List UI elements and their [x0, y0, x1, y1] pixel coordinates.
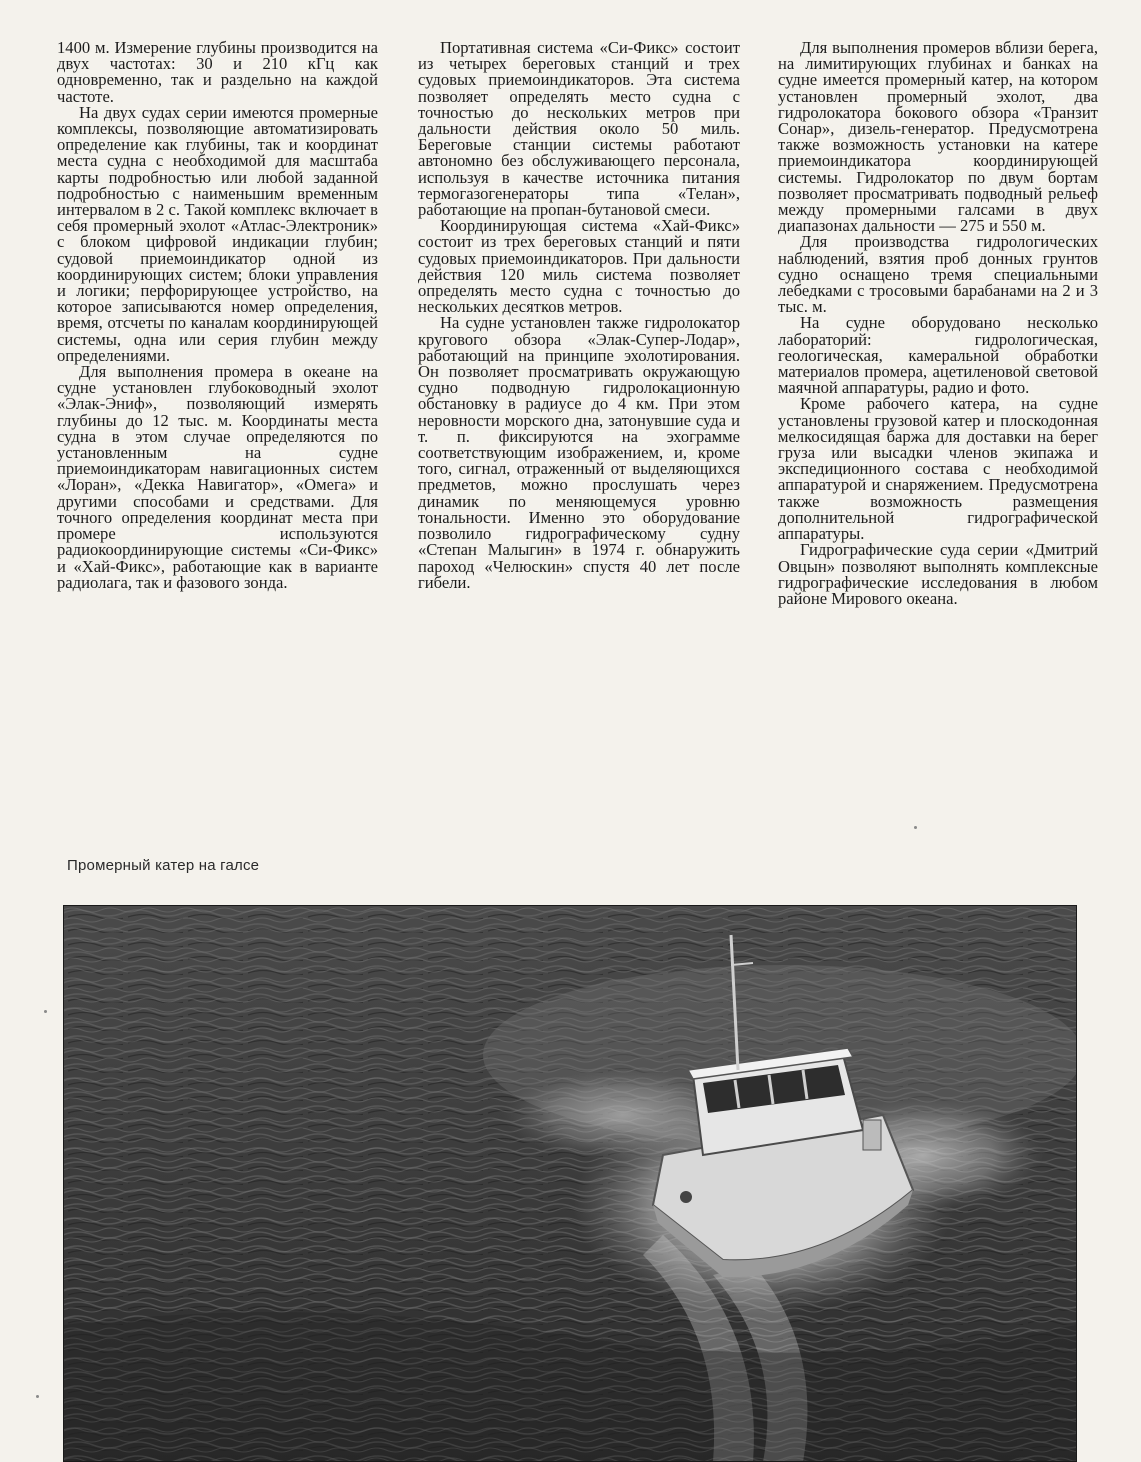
paragraph: Для выполнения промеров вблизи берега, на лимитирующих глубинах и банках на судне имеется промерный катер, на котором установлен промерный эхолот, два гидролокатора бокового обзора «Транзит Сонар», дизель-генератор. Предусмотрена также возможность установки на катере приемоиндикатора координирующей системы. Гидролокатор по двум бортам позволяет просматривать подводный рельеф между промерными галсами в двух диапазонах дальности — 275 и 550 м.: [778, 38, 1098, 236]
print-speck: [914, 826, 917, 829]
paragraph: Гидрографические суда серии «Дмитрий Овцын» позволяют выполнять комплексные гидрографические исследования в любом районе Мирового океана.: [778, 540, 1098, 608]
photo-caption: Промерный катер на галсе: [67, 857, 260, 874]
paragraph: Для производства гидрологических наблюдений, взятия проб донных грунтов судно оснащено тремя специальными лебедками с тросовыми барабанами на 2 и 3 тыс. м.: [778, 232, 1098, 317]
paragraph: Кроме рабочего катера, на судне установлены грузовой катер и плоскодонная мелкосидящая баржа для доставки на берег груза или высадки членов экипажа и экспедиционного состава с необходимой аппаратурой и снаряжением. Предусмотрена также возможность размещения дополнительной гидрографической аппаратуры.: [778, 394, 1098, 544]
paragraph: 1400 м. Измерение глубины производится на двух частотах: 30 и 210 кГц как одновременно, так и раздельно на каждой частоте.: [57, 38, 378, 106]
print-speck: [36, 1395, 39, 1398]
text-column-2: [418, 40, 740, 591]
print-speck: [44, 1010, 47, 1013]
paragraph: Портативная система «Си-Фикс» состоит из четырех береговых станций и трех судовых приемоиндикаторов. Эта система позволяет определять место судна с точностью до нескольких метров при дальности действия около 50 миль. Береговые станции системы работают автономно без обслуживающего персонала, используя в качестве источника питания термогазогенераторы типа «Телан», работающие на пропан-бутановой смеси.: [418, 38, 740, 220]
paragraph: На судне оборудовано несколько лабораторий: гидрологическая, геологическая, камеральной обработки материалов промера, ацетиленовой световой маячной аппаратуры, радио и фото.: [778, 313, 1098, 398]
paragraph: Координирующая система «Хай-Фикс» состоит из трех береговых станций и пяти судовых приемоиндикаторов. При дальности действия 120 миль система позволяет определять место судна с точностью до нескольких десятков метров.: [418, 216, 740, 317]
text-column-3: [778, 40, 1098, 607]
paragraph: На судне установлен также гидролокатор кругового обзора «Элак-Супер-Лодар», работающий на принципе эхолотирования. Он позволяет просматривать окружающую судно подводную гидролокационную обстановку в радиусе до 4 км. При этом неровности морского дна, затонувшие суда и т. п. фиксируются на эхограмме соответствующим изображением, и, кроме того, сигнал, отраженный от выделяющихся предметов, можно прослушать через динамик по меняющемуся уровню тональности. Именно это оборудование позволило гидрографическому судну «Степан Малыгин» в 1974 г. обнаружить пароход «Челюскин» спустя 40 лет после гибели.: [418, 313, 740, 592]
sea-with-boat-illustration: [63, 905, 1077, 1462]
paragraph: Для выполнения промера в океане на судне установлен глубоководный эхолот «Элак-Эниф», позволяющий измерять глубины до 12 тыс. м. Координаты места судна в этом случае определяются по установленным на судне приемоиндикаторам навигационных систем «Лоран», «Декка Навигатор», «Омега» и другими способами и средствами. Для точного определения координат места при промере используются радиокоординирующие системы «Си-Фикс» и «Хай-Фикс», работающие как в варианте радиолага, так и фазового зонда.: [57, 362, 378, 592]
text-column-1: [57, 40, 378, 591]
paragraph: На двух судах серии имеются промерные комплексы, позволяющие автоматизировать определение как глубины, так и координат места судна с необходимой для масштаба карты подробностью или любой заданной подробностью с наименьшим временным интервалом в 2 с. Такой комплекс включает в себя промерный эхолот «Атлас-Электроник» с блоком цифровой индикации глубин; судовой приемоиндикатор одной из координирующих систем; блоки управления и логики; перфорирующее устройство, на которое записываются номер определения, время, отсчеты по каналам координирующей системы, одна или серия глубин между определениями.: [57, 102, 378, 365]
boat-photo: [63, 905, 1077, 1462]
